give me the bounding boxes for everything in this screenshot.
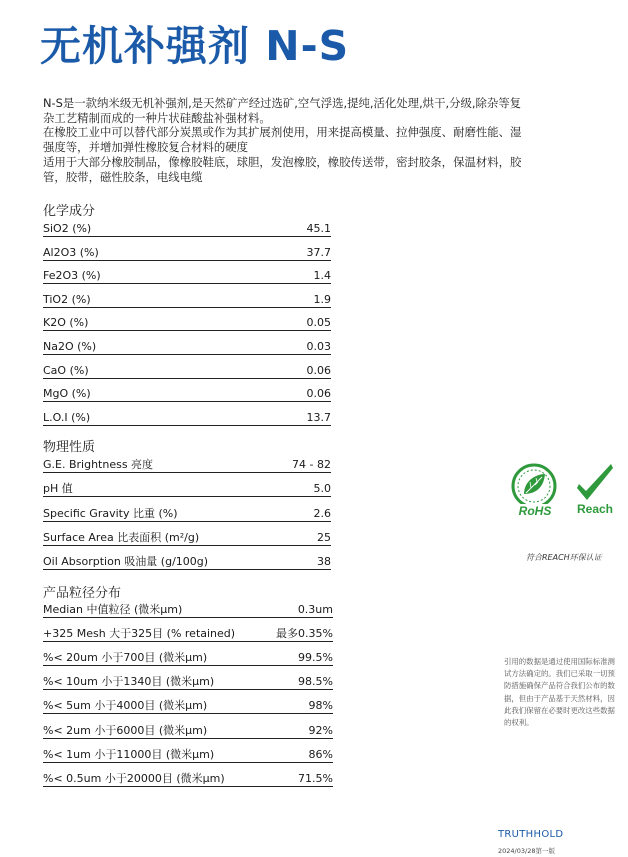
table-row <box>43 269 331 285</box>
certification-text: 符合REACH环保认证 <box>526 553 602 562</box>
row-value: 5.0 <box>313 482 331 496</box>
row-value: 0.05 <box>306 316 331 330</box>
row-underline <box>43 236 331 237</box>
row-underline <box>43 545 331 546</box>
table-row <box>43 482 331 498</box>
row-label: %< 20um 小于700目 (微米μm) <box>43 651 208 665</box>
intro-paragraph: 适用于大部分橡胶制品，像橡胶鞋底，球胆，发泡橡胶，橡胶传送带，密封胶条，保温材料，胶管，胶带，磁性胶条，电线电缆 <box>43 154 522 184</box>
row-label: Oil Absorption 吸油量 (g/100g) <box>43 555 209 569</box>
reach-label: Reach <box>576 502 614 516</box>
row-label: Surface Area 比表面积 (m²/g) <box>43 530 200 544</box>
table-row <box>43 772 333 788</box>
row-underline <box>43 569 331 570</box>
table-row <box>43 458 331 474</box>
brand-name: TRUTHHOLD <box>498 829 564 840</box>
table-row <box>43 387 331 403</box>
row-value: 37.7 <box>306 245 331 259</box>
edition-date: 2024/03/28第一版 <box>498 847 555 855</box>
row-label: MgO (%) <box>43 387 91 401</box>
table-row <box>43 748 333 764</box>
table-row <box>43 507 331 523</box>
row-value: 0.06 <box>306 363 331 377</box>
row-label: %< 5um 小于4000目 (微米μm) <box>43 699 208 713</box>
row-underline <box>43 330 331 331</box>
row-value: 92% <box>308 723 333 737</box>
row-label: Median 中值粒径 (微米μm) <box>43 603 183 616</box>
table-row <box>43 222 331 238</box>
row-underline <box>43 738 333 739</box>
row-underline <box>43 762 333 763</box>
row-label: pH 值 <box>43 482 73 496</box>
row-value: 2.6 <box>313 506 331 520</box>
row-underline <box>43 521 331 522</box>
row-underline <box>43 354 331 355</box>
row-value: 0.06 <box>306 387 331 401</box>
table-row <box>43 340 331 356</box>
row-label: L.O.I (%) <box>43 410 91 424</box>
table-row <box>43 603 333 619</box>
row-value: 74 - 82 <box>292 458 331 471</box>
row-value: 38 <box>317 555 331 569</box>
row-value: 45.1 <box>306 222 331 235</box>
table-row <box>43 651 333 667</box>
disclaimer-note: 引用的数据是通过使用国际标准测试方法确定的。我们已采取一切预防措施确保产品符合我们公布的数据，但由于产品基于天然材料，因此我们保留在必要时更改这些数据的权利。 <box>504 657 615 728</box>
table-row <box>43 699 333 715</box>
table-row <box>43 364 331 380</box>
table-row <box>43 675 333 691</box>
row-underline <box>43 665 333 666</box>
table-row <box>43 555 331 571</box>
row-underline <box>43 283 331 284</box>
table-row <box>43 246 331 262</box>
row-value: 1.4 <box>313 269 331 283</box>
row-underline <box>43 641 333 642</box>
row-value: 最多0.35% <box>276 627 333 641</box>
row-label: %< 10um 小于1340目 (微米μm) <box>43 675 215 689</box>
row-label: Specific Gravity 比重 (%) <box>43 506 178 520</box>
row-value: 71.5% <box>298 771 333 785</box>
physical-heading: 物理性质 <box>43 440 96 455</box>
row-underline <box>43 713 333 714</box>
table-row <box>43 411 331 427</box>
table-row <box>43 293 331 309</box>
row-label: Fe2O3 (%) <box>43 269 101 283</box>
row-label: %< 1um 小于11000目 (微米μm) <box>43 747 215 761</box>
row-value: 1.9 <box>313 292 331 306</box>
row-label: %< 2um 小于6000目 (微米μm) <box>43 723 208 737</box>
particle-heading: 产品粒径分布 <box>43 586 122 601</box>
intro-text <box>43 96 523 184</box>
table-row <box>43 724 333 740</box>
row-label: Al2O3 (%) <box>43 245 99 259</box>
row-value: 98.5% <box>298 675 333 689</box>
rohs-label: RoHS <box>518 504 552 518</box>
table-row <box>43 531 331 547</box>
row-label: SiO2 (%) <box>43 222 92 235</box>
row-value: 99.5% <box>298 651 333 665</box>
row-value: 86% <box>308 747 333 761</box>
row-label: K2O (%) <box>43 316 89 330</box>
row-underline <box>43 472 331 473</box>
table-row <box>43 627 333 643</box>
intro-paragraph: 在橡胶工业中可以替代部分炭黑或作为其扩展剂使用，用来提高模量、拉伸强度、耐磨性能、湿强度等，并增加弹性橡胶复合材料的硬度 <box>43 125 522 155</box>
row-value: 0.03 <box>306 340 331 353</box>
row-value: 98% <box>308 699 333 713</box>
row-underline <box>43 401 331 402</box>
row-label: %< 0.5um 小于20000目 (微米μm) <box>43 771 225 785</box>
row-label: TiO2 (%) <box>43 292 91 306</box>
rohs-reach-logo-icon <box>507 460 619 535</box>
page-title: 无机补强剂 N-S <box>40 22 350 70</box>
row-underline <box>43 425 331 426</box>
table-row <box>43 316 331 332</box>
intro-paragraph: N-S是一款纳米级无机补强剂,是天然矿产经过选矿,空气浮选,提纯,活化处理,烘干,分级,除杂等复杂工艺精制而成的一种片状硅酸盐补强材料。 <box>43 96 522 125</box>
row-underline <box>43 786 333 787</box>
row-label: Na2O (%) <box>43 340 97 353</box>
row-underline <box>43 378 331 379</box>
row-value: 13.7 <box>306 410 331 424</box>
row-label: +325 Mesh 大于325目 (% retained) <box>43 627 236 641</box>
row-underline <box>43 307 331 308</box>
row-underline <box>43 260 331 261</box>
row-label: CaO (%) <box>43 363 89 377</box>
row-label: G.E. Brightness 亮度 <box>43 458 154 471</box>
row-underline <box>43 496 331 497</box>
row-underline <box>43 689 333 690</box>
chemical-heading: 化学成分 <box>43 204 96 219</box>
row-underline <box>43 617 333 618</box>
row-value: 25 <box>317 530 331 544</box>
certification-logos <box>507 460 619 535</box>
row-value: 0.3um <box>297 603 333 616</box>
